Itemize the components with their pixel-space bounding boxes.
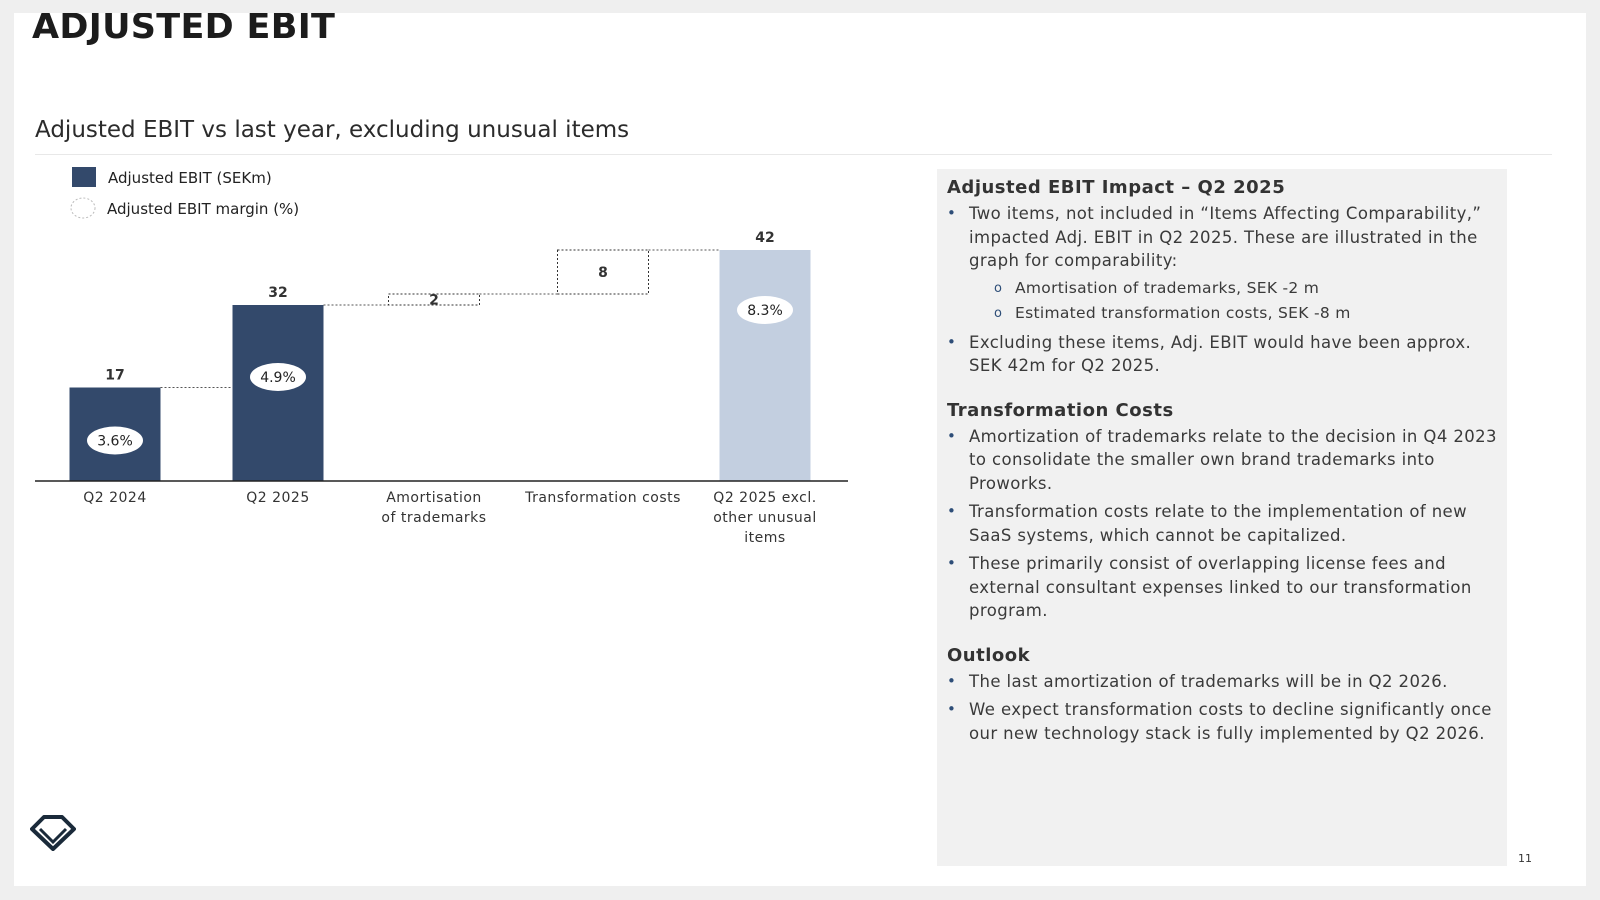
bullet-text: These primarily consist of overlapping license fees and external consultant expenses linked to our transformation program.: [969, 554, 1472, 620]
tick-label: Q2 2024: [83, 490, 147, 506]
panel-section: [947, 400, 1497, 623]
slide: [14, 13, 1586, 886]
panel-section: [947, 645, 1497, 746]
bullet-item: [947, 670, 1497, 694]
legend-swatch-margin: [71, 198, 95, 218]
logo-icon: [30, 813, 76, 851]
bullet-dot-icon: •: [947, 426, 957, 445]
hollow-circle-icon: o: [994, 280, 1003, 296]
bullet-dot-icon: •: [947, 332, 957, 351]
bullet-dot-icon: •: [947, 700, 957, 718]
data-label: 8: [598, 265, 608, 281]
section-title: Transformation Costs: [947, 399, 1174, 421]
waterfall-chart: [14, 13, 894, 573]
bullet-item: [947, 331, 1497, 378]
sub-bullet-item: [969, 276, 1497, 301]
bullet-text: Excluding these items, Adj. EBIT would have been approx. SEK 42m for Q2 2025.: [969, 332, 1472, 375]
data-label: 2: [429, 292, 439, 309]
margin-label: 8.3%: [747, 303, 783, 319]
legend-swatch-ebit: [72, 167, 96, 187]
legend-label-ebit: Adjusted EBIT (SEKm): [108, 169, 272, 187]
sub-bullet-text: Amortisation of trademarks, SEK -2 m: [1015, 278, 1320, 297]
data-label: 42: [755, 230, 775, 246]
bullet-item: [947, 698, 1497, 745]
hollow-circle-icon: o: [994, 305, 1003, 321]
sub-bullet-item: [969, 301, 1497, 326]
page-number: 11: [1518, 852, 1532, 865]
bar-result: [720, 250, 811, 481]
tick-label: Q2 2025: [246, 490, 310, 506]
bullet-dot-icon: •: [947, 671, 957, 690]
tick-label: Amortisation of trademarks: [381, 490, 487, 526]
data-label: 32: [268, 285, 288, 301]
bar-total: [233, 305, 324, 481]
section-title: Outlook: [947, 644, 1031, 666]
chart-subtitle: Adjusted EBIT vs last year, excluding unusual items: [35, 117, 630, 143]
tick-label: Transformation costs: [525, 490, 681, 506]
tick-label: Q2 2025 excl. other unusual items: [713, 490, 817, 546]
legend-label-margin: Adjusted EBIT margin (%): [107, 200, 300, 218]
commentary-panel: [937, 169, 1507, 866]
bullet-text: Amortization of trademarks relate to the decision in Q4 2023 to consolidate the smaller own brand trademarks into Proworks.: [969, 426, 1497, 493]
bullet-dot-icon: •: [947, 554, 957, 572]
section-title: Adjusted EBIT Impact – Q2 2025: [947, 177, 1286, 198]
bars-layer: [70, 230, 817, 546]
margin-label: 3.6%: [97, 433, 133, 450]
sub-bullet-text: Estimated transformation costs, SEK -8 m: [1015, 303, 1351, 322]
bullet-item: [947, 202, 1497, 326]
margin-label: 4.9%: [260, 370, 296, 386]
panel-section: [947, 177, 1497, 378]
bullet-text: Two items, not included in “Items Affecting Comparability,” impacted Adj. EBIT in Q2 2025. These are illustrated in the graph for comparability:: [969, 204, 1482, 270]
bullet-dot-icon: •: [947, 502, 957, 520]
bullet-item: [947, 500, 1497, 547]
bullet-text: Transformation costs relate to the implementation of new SaaS systems, which cannot be capitalized.: [969, 502, 1468, 545]
bullet-text: We expect transformation costs to decline significantly once our new technology stack is fully implemented by Q2 2026.: [969, 700, 1492, 743]
bullet-dot-icon: •: [947, 204, 957, 222]
page-title: ADJUSTED EBIT: [32, 13, 336, 47]
bullet-item: [947, 552, 1497, 623]
bullet-item: [947, 425, 1497, 496]
data-label: 17: [105, 367, 125, 384]
bullet-text: The last amortization of trademarks will be in Q2 2026.: [969, 671, 1448, 691]
